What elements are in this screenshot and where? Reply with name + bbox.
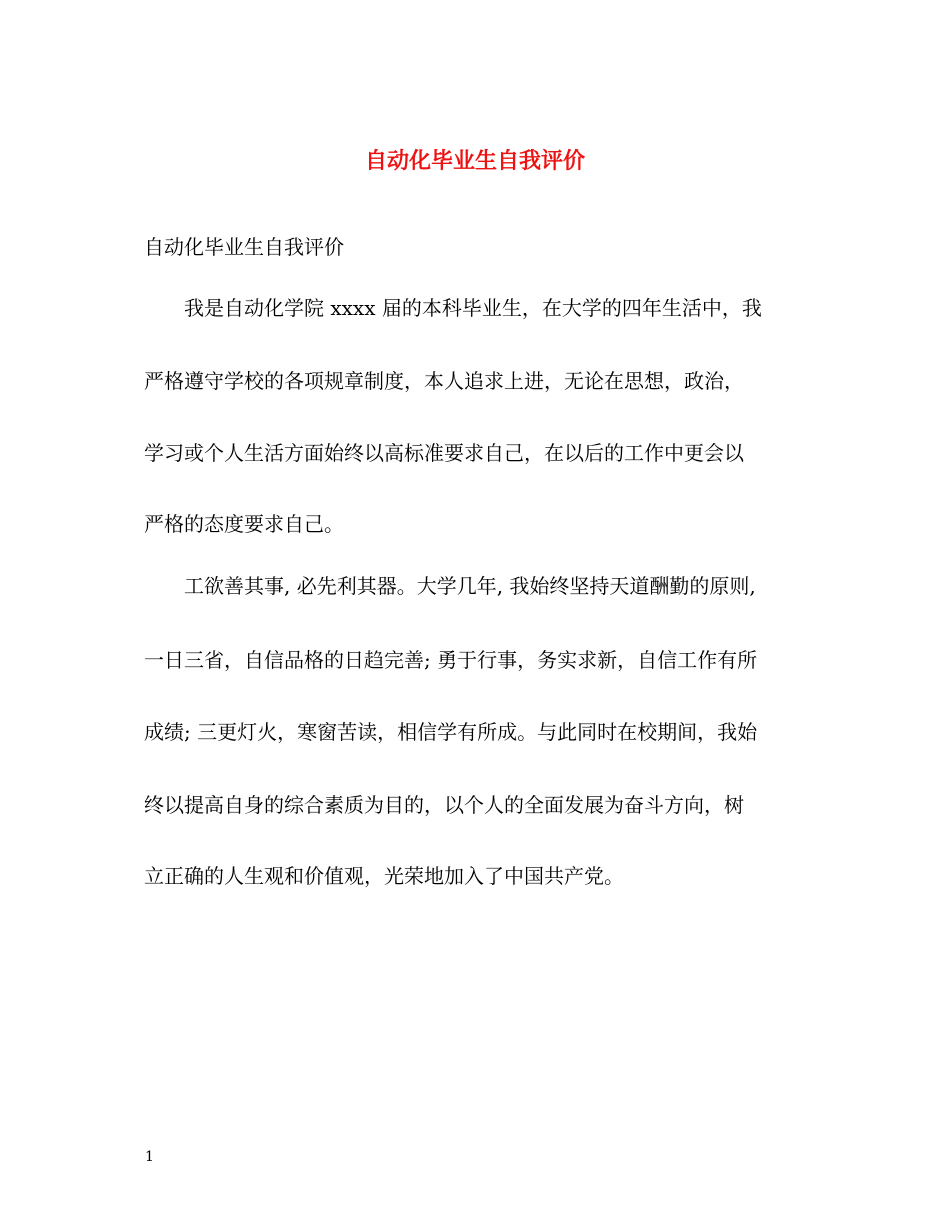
paragraph-1-line-3: 学习或个人生活方面始终以高标准要求自己，在以后的工作中更会以 (144, 441, 744, 465)
paragraph-2-line-5: 立正确的人生观和价值观，光荣地加入了中国共产党。 (144, 864, 624, 888)
paragraph-2-line-3: 成绩; 三更灯火，寒窗苦读，相信学有所成。与此同时在校期间，我始 (144, 720, 758, 744)
paragraph-1-line-1: 我是自动化学院 xxxx 届的本科毕业生，在大学的四年生活中，我 (184, 296, 762, 320)
paragraph-1-line-4: 严格的态度要求自己。 (144, 512, 344, 536)
paragraph-1-line-2: 严格遵守学校的各项规章制度，本人追求上进，无论在思想，政治， (144, 369, 744, 393)
document-title: 自动化毕业生自我评价 (364, 148, 585, 174)
subtitle-line: 自动化毕业生自我评价 (144, 235, 344, 259)
page-number: 1 (145, 1149, 154, 1165)
paragraph-2-line-1: 工欲善其事, 必先利其器。大学几年, 我始终坚持天道酬勤的原则, (184, 574, 756, 598)
paragraph-2-line-4: 终以提高自身的综合素质为目的，以个人的全面发展为奋斗方向，树 (144, 793, 744, 817)
paragraph-2-line-2: 一日三省，自信品格的日趋完善; 勇于行事，务实求新，自信工作有所 (144, 648, 758, 672)
